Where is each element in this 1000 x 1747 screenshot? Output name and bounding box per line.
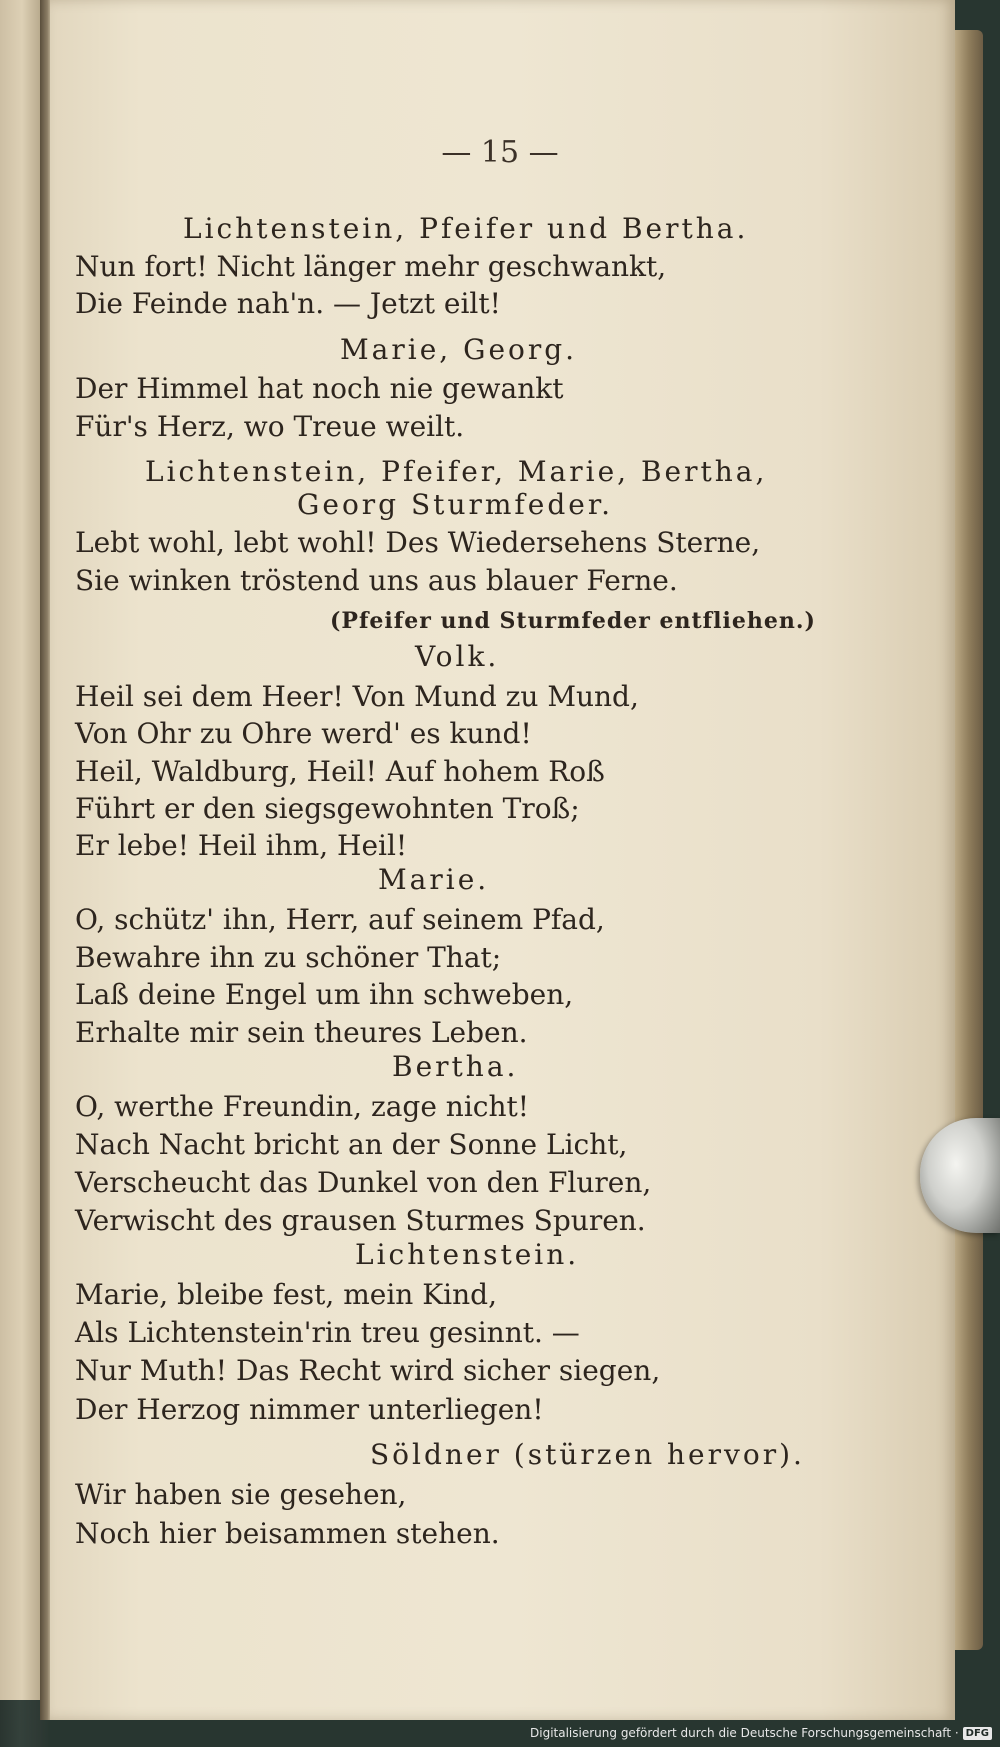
speaker-heading: Georg Sturmfeder.	[297, 488, 614, 521]
speaker-heading: Lichtenstein, Pfeifer, Marie, Bertha,	[145, 455, 768, 488]
verse-line: Sie winken tröstend uns aus blauer Ferne.	[75, 564, 678, 597]
verse-line: Nur Muth! Das Recht wird sicher siegen,	[75, 1354, 661, 1387]
verse-line: Der Herzog nimmer unterliegen!	[75, 1393, 544, 1426]
left-page-edge	[0, 0, 40, 1700]
verse-line: Verscheucht das Dunkel von den Fluren,	[75, 1166, 652, 1199]
speaker-heading: Marie.	[378, 863, 490, 896]
dfg-logo: DFG	[963, 1727, 992, 1740]
verse-line: Noch hier beisammen stehen.	[75, 1517, 500, 1550]
credit-text: Digitalisierung gefördert durch die Deutsche Forschungsgemeinschaft ·	[530, 1726, 959, 1740]
verse-line: Der Himmel hat noch nie gewankt	[75, 372, 564, 405]
verse-line: Heil sei dem Heer! Von Mund zu Mund,	[75, 680, 639, 713]
verse-line: Er lebe! Heil ihm, Heil!	[75, 829, 408, 862]
speaker-heading: Lichtenstein, Pfeifer und Bertha.	[183, 212, 749, 245]
verse-line: Wir haben sie gesehen,	[75, 1478, 407, 1511]
verse-line: Als Lichtenstein'rin treu gesinnt. —	[75, 1316, 580, 1349]
stage-direction: (Pfeifer und Sturmfeder entfliehen.)	[330, 608, 816, 634]
speaker-heading: Bertha.	[392, 1050, 519, 1083]
speaker-heading: Söldner (stürzen hervor).	[370, 1438, 805, 1471]
verse-line: Führt er den siegsgewohnten Troß;	[75, 792, 580, 825]
verse-line: Nun fort! Nicht länger mehr geschwankt,	[75, 250, 667, 283]
verse-line: Laß deine Engel um ihn schweben,	[75, 978, 574, 1011]
verse-line: Heil, Waldburg, Heil! Auf hohem Roß	[75, 755, 605, 788]
page-number: — 15 —	[441, 135, 559, 170]
digitization-credit	[530, 1723, 992, 1743]
speaker-heading: Volk.	[415, 640, 500, 673]
page-stack-edge	[955, 30, 983, 1650]
verse-line: Nach Nacht bricht an der Sonne Licht,	[75, 1128, 628, 1161]
verse-line: Verwischt des grausen Sturmes Spuren.	[75, 1204, 646, 1237]
speaker-heading: Lichtenstein.	[355, 1238, 580, 1271]
verse-line: Bewahre ihn zu schöner That;	[75, 941, 502, 974]
speaker-heading: Marie, Georg.	[340, 333, 578, 366]
verse-line: Lebt wohl, lebt wohl! Des Wiedersehens Sterne,	[75, 526, 761, 559]
verse-line: Erhalte mir sein theures Leben.	[75, 1016, 528, 1049]
verse-line: O, schütz' ihn, Herr, auf seinem Pfad,	[75, 903, 605, 936]
verse-line: Die Feinde nah'n. — Jetzt eilt!	[75, 287, 501, 320]
verse-line: Marie, bleibe fest, mein Kind,	[75, 1278, 497, 1311]
verse-line: Von Ohr zu Ohre werd' es kund!	[75, 717, 532, 750]
verse-line: O, werthe Freundin, zage nicht!	[75, 1090, 530, 1123]
verse-line: Für's Herz, wo Treue weilt.	[75, 410, 465, 443]
